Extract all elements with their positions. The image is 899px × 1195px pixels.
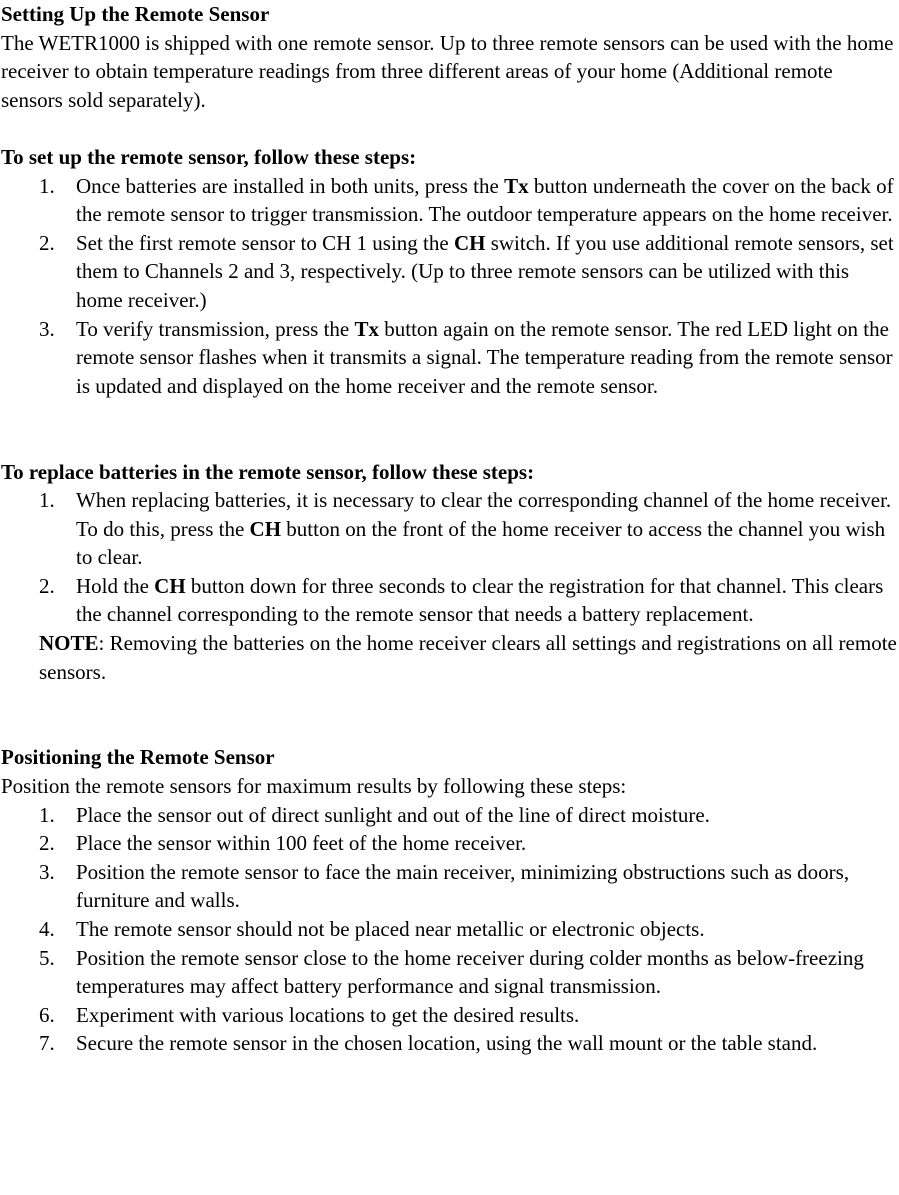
note-label: NOTE: [39, 631, 99, 656]
button-name: Tx: [354, 316, 380, 341]
list-item: [1, 1001, 899, 1030]
step-text: Set the first remote sensor to CH 1 using the: [76, 230, 454, 255]
list-number: 1.: [39, 802, 55, 827]
battery-note: [1, 629, 899, 686]
step-text: When replacing batteries, it is necessary to clear the corresponding channel of the home receiver. To do this, press the: [76, 488, 892, 541]
list-item: [1, 801, 899, 830]
step-text: Experiment with various locations to get the desired results.: [76, 1002, 580, 1027]
list-item: [1, 315, 899, 401]
setup-intro: The WETR1000 is shipped with one remote sensor. Up to three remote sensors can be used with the home receiver to obtain temperature readings from three different areas of your home (Additional remote sensors sold separately).: [1, 30, 894, 112]
button-name: Tx: [504, 173, 529, 198]
step-text: Position the remote sensor to face the main receiver, minimizing obstructions such as doors, furniture and walls.: [76, 859, 850, 913]
list-number: 3.: [39, 859, 55, 884]
list-number: 1.: [39, 488, 55, 513]
spacer: [1, 114, 899, 143]
battery-steps-heading: To replace batteries in the remote sensor, follow these steps:: [1, 459, 535, 484]
list-item: [1, 915, 899, 944]
list-number: 2.: [39, 230, 55, 255]
step-text: Hold the: [76, 573, 155, 598]
list-item: [1, 1029, 899, 1058]
spacer: [1, 686, 899, 743]
step-text: To verify transmission, press the: [76, 316, 355, 341]
note-text: : Removing the batteries on the home receiver clears all settings and registrations on all remote sensors.: [39, 631, 897, 684]
step-text: Secure the remote sensor in the chosen location, using the wall mount or the table stand.: [76, 1031, 818, 1056]
list-number: 5.: [39, 945, 55, 970]
setup-steps-list: [1, 172, 899, 401]
list-number: 6.: [39, 1002, 55, 1027]
button-name: CH: [453, 230, 486, 255]
list-number: 1.: [39, 173, 55, 198]
list-item: [1, 172, 899, 229]
step-text: Once batteries are installed in both units, press the: [76, 173, 505, 198]
list-item: [1, 858, 899, 915]
list-item: [1, 229, 899, 315]
step-text: The remote sensor should not be placed near metallic or electronic objects.: [76, 917, 705, 941]
battery-steps-list: [1, 486, 899, 629]
list-number: 2.: [39, 831, 55, 856]
list-number: 3.: [39, 316, 55, 341]
button-name: CH: [249, 516, 282, 541]
step-text: button on the front of the home receiver to access the channel you wish to clear.: [76, 516, 886, 570]
list-item: [1, 944, 899, 1001]
list-item: [1, 829, 899, 858]
positioning-intro: Position the remote sensors for maximum results by following these steps:: [1, 774, 627, 799]
step-text: button down for three seconds to clear the registration for that channel. This clears the channel corresponding to the remote sensor that needs a battery replacement.: [76, 573, 884, 627]
list-item: [1, 486, 899, 572]
list-item: [1, 572, 899, 629]
step-text: switch. If you use additional remote sensors, set them to Channels 2 and 3, respectively. (Up to three remote sensors can be utilized with this home receiver.): [76, 230, 894, 312]
section-title-setup: Setting Up the Remote Sensor: [1, 2, 270, 26]
list-number: 4.: [39, 917, 55, 941]
step-text: button again on the remote sensor. The red LED light on the remote sensor flashes when it transmits a signal. The temperature reading from the remote sensor is updated and displayed on the home receiver and the remote sensor.: [76, 316, 893, 398]
button-name: CH: [154, 573, 186, 598]
step-text: Place the sensor within 100 feet of the home receiver.: [76, 831, 527, 856]
list-number: 2.: [39, 573, 55, 598]
positioning-steps-list: [1, 801, 899, 1058]
step-text: Position the remote sensor close to the home receiver during colder months as below-freezing temperatures may affect battery performance and signal transmission.: [76, 945, 864, 999]
step-text: Place the sensor out of direct sunlight and out of the line of direct moisture.: [76, 802, 710, 827]
setup-steps-heading: To set up the remote sensor, follow these steps:: [1, 144, 417, 169]
spacer: [1, 400, 899, 457]
list-number: 7.: [39, 1031, 55, 1056]
section-title-positioning: Positioning the Remote Sensor: [1, 745, 275, 770]
step-text: button underneath the cover on the back of the remote sensor to trigger transmission. The outdoor temperature appears on the home receiver.: [76, 173, 894, 227]
